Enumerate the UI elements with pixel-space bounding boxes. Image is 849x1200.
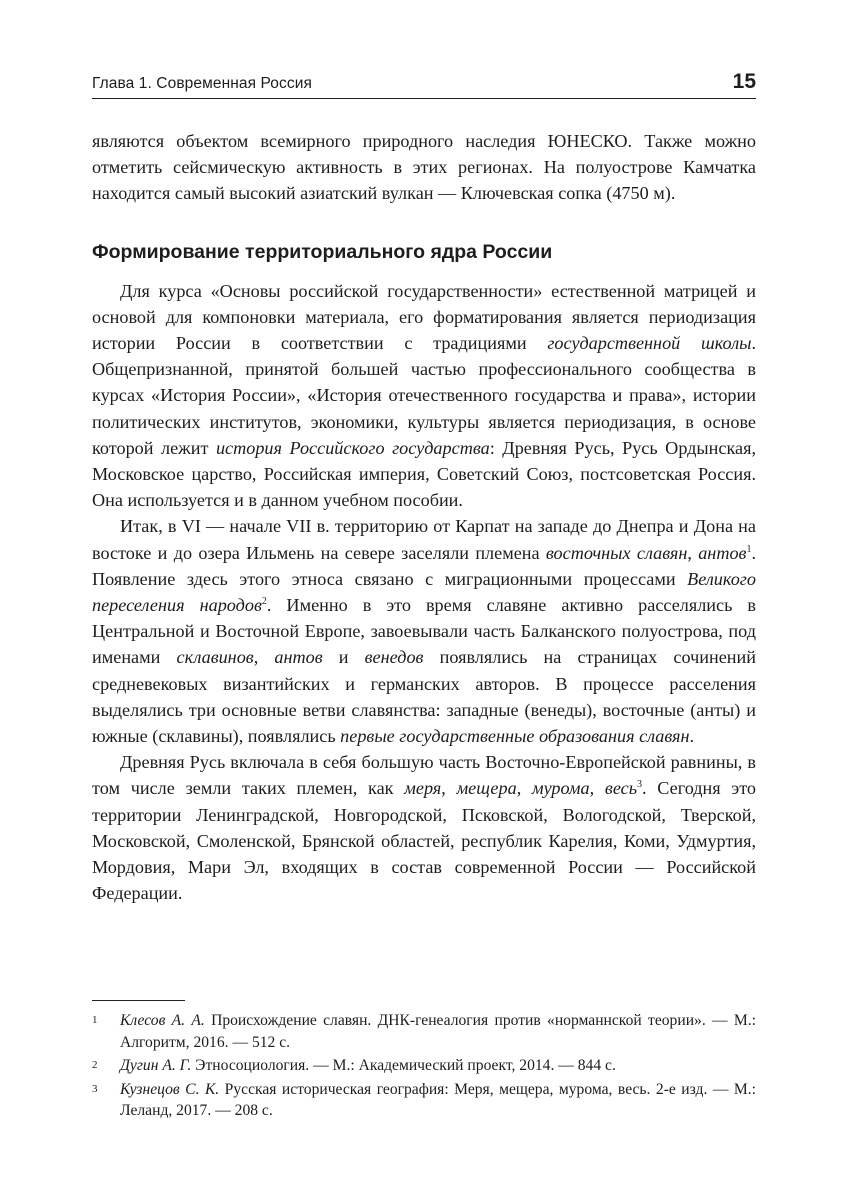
- p3-italic-term-2: мещера: [456, 778, 517, 799]
- footnote-author: Дугин А. Г.: [120, 1057, 192, 1074]
- main-content: [92, 128, 756, 906]
- p3-separator-2: ,: [516, 778, 532, 799]
- p3-italic-term-3: мурома: [531, 778, 590, 799]
- p2-text-b: . Появление здесь этого этноса связано с миграционными процессами: [92, 542, 756, 589]
- footnote-ref-1: 1: [746, 543, 752, 555]
- p2-italic-term-5: антов: [274, 647, 323, 668]
- page-number: 15: [732, 70, 756, 93]
- p2-separator-2: ,: [253, 647, 275, 668]
- p3-text-b: . Сегодня это территории Ленинградской, Новгородской, Псковской, Вологодской, Тверской, Московской, Смоленской, Брянской областей, республик Карелия, Коми, Удмуртия, Мордовия, Мари Эл, входящих в состав современной России — Российской Федерации.: [92, 778, 757, 904]
- footnote-number: 1: [92, 1014, 98, 1026]
- p3-italic-term-4: весь: [604, 778, 637, 799]
- chapter-title: Глава 1. Современная Россия: [92, 75, 312, 92]
- p2-italic-term-4: склавинов: [176, 647, 254, 668]
- paragraph-1: [92, 278, 756, 514]
- footnote-ref-2: 2: [261, 595, 267, 607]
- p1-italic-term-2: история Российского государства: [215, 437, 490, 458]
- footnote-text: Этносоциология. — М.: Академический проект, 2014. — 844 с.: [191, 1057, 616, 1074]
- p2-text-d: появлялись на страницах сочинений средневековых византийских и германских авторов. В процессе расселения выделялись три основные ветви славянства: западные (венеды), восточные (анты) и южные (склавины), появлялись: [92, 647, 756, 747]
- p3-italic-term-1: меря: [404, 778, 442, 799]
- p2-italic-term-3: Великого переселения народов: [92, 568, 756, 616]
- p2-separator-3: и: [322, 647, 365, 668]
- footnote-3: [92, 1079, 756, 1122]
- footnote-divider: [92, 1000, 185, 1001]
- p2-italic-term-1: восточных славян: [545, 542, 688, 563]
- footnote-ref-3: 3: [637, 779, 642, 791]
- footnote-number: 2: [92, 1059, 98, 1071]
- footnote-2: [92, 1055, 756, 1077]
- footnote-text: Русская историческая география: Меря, мещера, мурома, весь. 2-е изд. — М.: Леланд, 2017. — 208 с.: [120, 1080, 756, 1119]
- p1-text-b: . Общепризнанной, принятой большей частью профессионального сообщества в курсах «История России», «История отечественного государства и права», истории политических институтов, экономики, культуры является периодизация, в основе которой лежит: [92, 333, 756, 458]
- p2-text-a: Итак, в VI — начале VII в. территорию от Карпат на западе до Днепра и Дона на востоке и до озера Ильмень на севере заселяли племена: [92, 516, 756, 563]
- footnote-author: Клесов А. А.: [120, 1012, 205, 1029]
- footnotes: [92, 1010, 756, 1124]
- p3-separator-3: ,: [589, 778, 605, 799]
- p2-italic-term-7: первые государственные образования славян: [340, 726, 690, 747]
- footnote-text: Происхождение славян. ДНК-генеалогия против «норманнской теории». — М.: Алгоритм, 2016. — 512 с.: [120, 1012, 756, 1051]
- paragraph-2: [92, 513, 756, 749]
- p3-text-a: Древняя Русь включала в себя большую часть Восточно-Европейской равнины, в том числе земли таких племен, как: [92, 752, 756, 799]
- intro-paragraph: являются объектом всемирного природного наследия ЮНЕСКО. Также можно отметить сейсмическую активность в этих регионах. На полуострове Камчатка находится самый высокий азиатский вулкан — Ключевская сопка (4750 м).: [92, 131, 756, 204]
- p1-text-c: : Древняя Русь, Русь Ордынская, Московское царство, Российская империя, Советский Союз, постсоветская Россия. Она используется и в данном учебном пособии.: [92, 437, 756, 511]
- p2-italic-term-2: антов: [698, 542, 747, 563]
- footnote-number: 3: [92, 1082, 98, 1095]
- paragraph-3: [92, 749, 756, 906]
- running-header: [92, 68, 756, 99]
- footnote-1: [92, 1010, 756, 1053]
- p2-separator-1: ,: [687, 542, 699, 563]
- p2-italic-term-6: венедов: [364, 647, 424, 668]
- p3-separator-1: ,: [441, 778, 457, 799]
- footnote-author: Кузнецов С. К.: [120, 1080, 220, 1098]
- p2-text-c: . Именно в это время славяне активно расселялись в Центральной и Восточной Европе, завоевывали часть Балканского полуострова, под именами: [92, 595, 757, 668]
- p2-text-e: .: [689, 726, 695, 747]
- p1-text-a: Для курса «Основы российской государственности» естественной матрицей и основой для компоновки материала, его форматирования является периодизация истории России в соответствии с традициями: [92, 280, 756, 354]
- section-heading: Формирование территориального ядра России: [92, 240, 553, 263]
- p1-italic-term-1: государственной школы: [547, 333, 752, 354]
